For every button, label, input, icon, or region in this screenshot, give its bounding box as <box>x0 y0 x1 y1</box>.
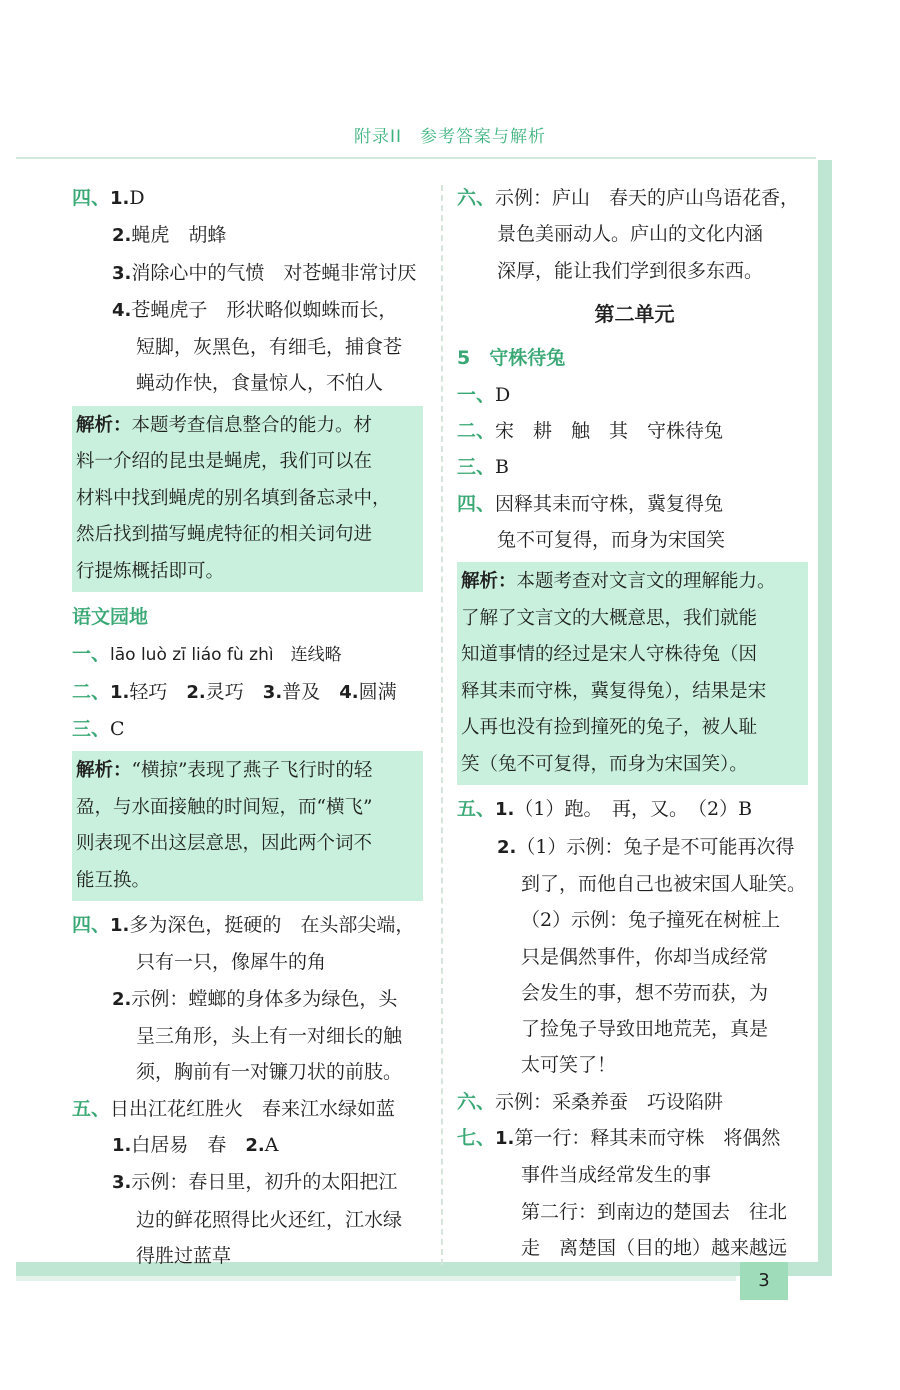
lesson-q5-1: 五、1.（1）跑。 再，又。 （2）B <box>457 798 753 821</box>
lesson-q4: 四、因释其耒而守株，冀复得兔 <box>457 492 724 515</box>
bottom-band-light <box>16 1276 736 1281</box>
q4-item-4-cont: 短脚，灰黑色，有细毛，捕食苍 <box>136 336 403 359</box>
header-rule <box>16 157 816 159</box>
analysis-line: 能互换。 <box>76 869 151 891</box>
analysis-box <box>72 406 423 593</box>
q4-item-2: 2.蝇虎 胡蜂 <box>112 224 227 247</box>
page-edge-band <box>818 160 832 1270</box>
lesson-q7-cont: 第二行：到南边的楚国去 往北 <box>521 1200 788 1223</box>
yw-q2: 二、1.轻巧 2.灵巧 3.普及 4.圆满 <box>72 680 397 703</box>
yw-q1: 一、lāo luò zī liáo fù zhì 连线略 <box>72 643 342 666</box>
section-title: 语文园地 <box>72 606 149 629</box>
q6-cont: 景色美丽动人。庐山的文化内涵 <box>497 223 764 246</box>
analysis-line: 人再也没有捡到撞死的兔子，被人耻 <box>461 717 758 739</box>
yw-q5-1: 1.白居易 春 2.A <box>112 1133 279 1156</box>
q4-item-3: 3.消除心中的气愤 对苍蝇非常讨厌 <box>112 261 417 284</box>
yw-q5-3: 3.示例：春日里，初升的太阳把江 <box>112 1171 398 1194</box>
lesson-q7-cont: 走 离楚国（目的地）越来越远 <box>521 1236 788 1259</box>
yw-q4-2-cont: 呈三角形，头上有一对细长的触 <box>136 1025 403 1048</box>
lesson-q6: 六、示例：采桑养蚕 巧设陷阱 <box>457 1090 724 1113</box>
right-column <box>457 180 812 1266</box>
lesson-q5-2-cont: 到了，而他自己也被宋国人耻笑。 <box>521 872 807 895</box>
lesson-q5-2-b: 只是偶然事件，你却当成经常 <box>521 945 769 968</box>
analysis-line: 行提炼概括即可。 <box>76 560 225 582</box>
yw-q4-2: 2.示例：螳螂的身体多为绿色，头 <box>112 987 398 1010</box>
yw-q5: 五、日出江花红胜火 春来江水绿如蓝 <box>72 1097 396 1120</box>
analysis-line: 材料中找到蝇虎的别名填到备忘录中， <box>76 487 391 509</box>
q4-item-4-cont: 蝇动作快，食量惊人，不怕人 <box>136 372 384 395</box>
q6-cont: 深厚，能让我们学到很多东西。 <box>497 259 764 282</box>
analysis-box <box>457 562 808 785</box>
analysis-line: 则表现不出这层意思，因此两个词不 <box>76 833 373 855</box>
page-number: 3 <box>740 1262 788 1300</box>
lesson-q5-2: 2.（1）示例：兔子是不可能再次得 <box>497 835 795 858</box>
analysis-line: 了解了文言文的大概意思，我们就能 <box>461 607 758 629</box>
yw-q5-3-cont: 得胜过蓝草 <box>136 1244 232 1267</box>
lesson-q3: 三、B <box>457 456 509 479</box>
lesson-q1: 一、D <box>457 383 511 406</box>
analysis-line: 盈，与水面接触的时间短，而“横飞” <box>76 796 373 818</box>
analysis-line: 解析：本题考查信息整合的能力。材 <box>76 414 373 436</box>
yw-q4-2-cont: 须，胸前有一对镰刀状的前肢。 <box>136 1061 403 1084</box>
q4-item-4: 4.苍蝇虎子 形状略似蜘蛛而长， <box>112 298 398 321</box>
unit-title: 第二单元 <box>594 301 675 326</box>
lesson-title: 5 守株待兔 <box>457 346 566 369</box>
analysis-line: 释其耒而守株，冀复得兔），结果是宋 <box>461 680 767 702</box>
yw-q3: 三、C <box>72 717 125 740</box>
lesson-q5-2-b: 太可笑了！ <box>521 1054 617 1077</box>
lesson-q7-1: 七、1.第一行：释其耒而守株 将偶然 <box>457 1127 781 1150</box>
page-header: 附录II 参考答案与解析 <box>353 127 547 147</box>
lesson-q5-2-b: （2）示例：兔子撞死在树桩上 <box>521 909 781 932</box>
lesson-q4-cont: 兔不可复得，而身为宋国笑 <box>497 529 726 552</box>
lesson-q5-2-b: 了捡兔子导致田地荒芜，真是 <box>521 1018 769 1041</box>
analysis-line: 然后找到描写蝇虎特征的相关词句进 <box>76 524 373 546</box>
analysis-line: 解析：本题考查对文言文的理解能力。 <box>461 571 776 593</box>
analysis-box <box>72 751 423 901</box>
analysis-line: 解析：“横掠”表现了燕子飞行时的轻 <box>76 760 373 782</box>
yw-q4-1: 四、1.多为深色，挺硬的 在头部尖端， <box>72 914 415 937</box>
q4-item-1: 四、1.D <box>72 187 145 209</box>
analysis-line: 笑（兔不可复得，而身为宋国笑）。 <box>461 753 748 775</box>
left-column <box>72 180 427 1274</box>
analysis-line: 知道事情的经过是宋人守株待兔（因 <box>461 644 758 666</box>
lesson-q5-2-b: 会发生的事，想不劳而获，为 <box>521 981 769 1004</box>
yw-q4-1-cont: 只有一只，像犀牛的角 <box>136 951 327 974</box>
q6: 六、示例：庐山 春天的庐山鸟语花香， <box>457 187 800 209</box>
analysis-line: 料一介绍的昆虫是蝇虎，我们可以在 <box>76 451 373 473</box>
lesson-q7-cont: 事件当成经常发生的事 <box>521 1164 712 1187</box>
lesson-q2: 二、宋 耕 触 其 守株待兔 <box>457 420 724 443</box>
column-divider <box>441 185 443 1265</box>
yw-q5-3-cont: 边的鲜花照得比火还红，江水绿 <box>136 1208 403 1231</box>
